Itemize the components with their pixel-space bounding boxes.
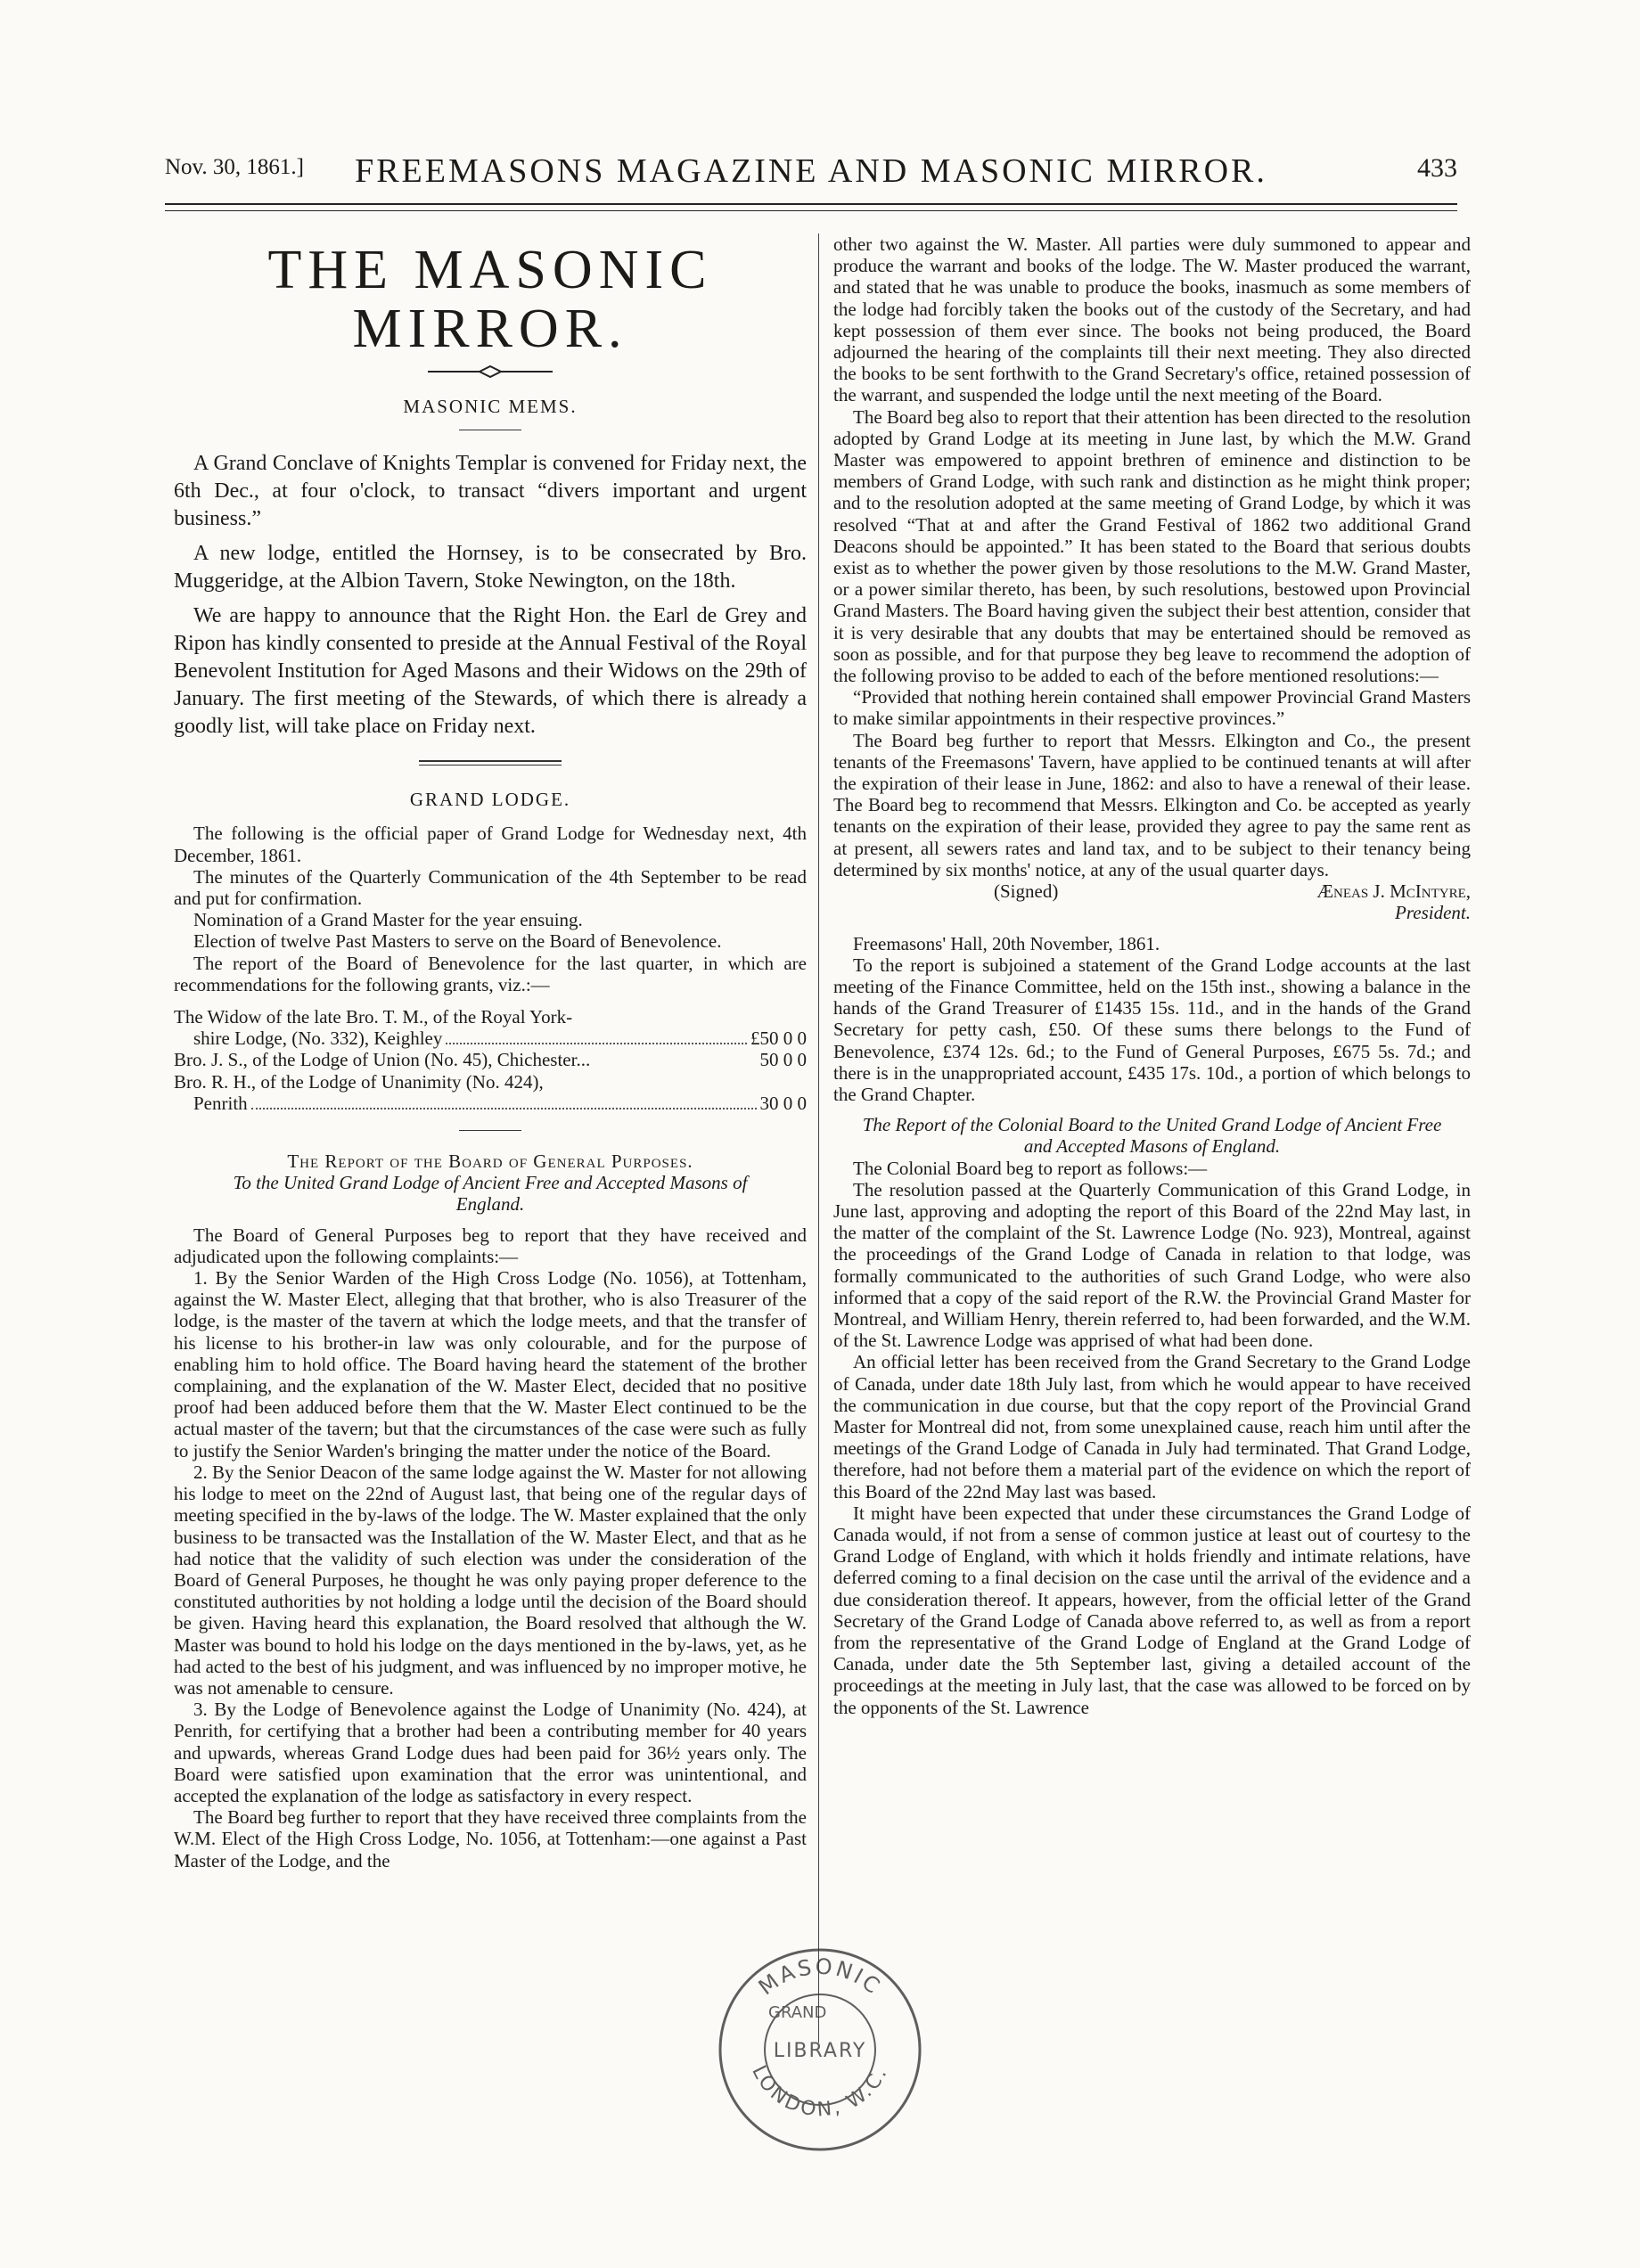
paragraph: 2. By the Senior Deacon of the same lodge against the W. Master for not allowing his lodge to meet on the 22nd of August last, that being one of the regular days of meeting specified in the by-laws of the lodge. The W. Master explained that the only business to be transacted was the Installation of the W. Master Elect, and that as he had notice that the validity of such election was under the consideration of the Board of General Purposes, he thought he was only paying proper deference to the constituted authorities by not holding a lodge until the decision of the Board should be given. Having heard this explanation, the Board resolved that although the W. Master was bound to hold his lodge on the days mentioned in the by-laws, yet, as he had acted to the best of his judgment, and was influenced by no improper motive, he was not amenable to censure. xyxy=(174,1461,807,1699)
signature-line xyxy=(994,880,1471,902)
report-subheading: To the United Grand Lodge of Ancient Free and Accepted Masons of England. xyxy=(233,1172,748,1216)
paragraph: other two against the W. Master. All parties were duly summoned to appear and produce the warrant and books of the lodge. The W. Master produced the warrant, and stated that he was unable to produce the books, inasmuch as some members of the lodge had forcibly taken the books out of the custody of the Secretary, and had kept possession of them ever since. The books not being produced, the Board adjourned the hearing of the complaints till their next meeting. They also directed the books to be sent forthwith to the Grand Secretary's office, retained possession of the warrant, and suspended the lodge until the next meeting of the Board. xyxy=(833,233,1471,406)
mems-list xyxy=(174,450,807,741)
right-column xyxy=(833,233,1471,1718)
running-header xyxy=(165,151,1457,191)
grant-line: Bro. R. H., of the Lodge of Unanimity (No. 424), xyxy=(174,1070,544,1093)
grand-lodge-heading: GRAND LODGE. xyxy=(409,789,571,811)
signer-name: Æneas J. McIntyre, xyxy=(1316,880,1471,903)
section-title: THE MASONIC MIRROR. xyxy=(267,240,713,359)
paragraph: The report of the Board of Benevolence for the last quarter, in which are recommendations for the following grants, viz.:— xyxy=(174,952,807,995)
stamp-left-text: GRAND xyxy=(768,2003,827,2022)
paragraph: Nomination of a Grand Master for the year ensuing. xyxy=(193,909,583,931)
paragraph: The following is the official paper of Grand Lodge for Wednesday next, 4th December, 1861. xyxy=(174,823,807,866)
paragraph: 1. By the Senior Warden of the High Cross Lodge (No. 1056), at Tottenham, against the W. Master Elect, alleging that that brother, who is also Treasurer of the lodge, is the master of the tavern at which the lodge meets, and that the transfer of his license to his brother-in law was only colourable, and for the purpose of enabling him to hold office. The Board having heard the statement of the brother complaining, and the explanation of the W. Master Elect, decided that no positive proof had been adduced before them that the W. Master Elect continued to be the actual master of the tavern; but that the circumstances of the case were such as fully to justify the Senior Warden's bringing the matter under the notice of the Board. xyxy=(174,1267,807,1462)
grant-recipient: Penrith xyxy=(193,1092,248,1114)
grants-list xyxy=(174,1006,807,1114)
stamp-top-text: MASONIC xyxy=(753,1953,887,2001)
paragraph: 3. By the Lodge of Benevolence against the Lodge of Unanimity (No. 424), at Penrith, for certifying that a brother had been a contributing member for 40 years and upwards, whereas Grand Lodge dues had been paid for 36½ years only. The Board were satisfied upon examination that the error was unintentional, and accepted the explanation of the lodge as satisfactory in every respect. xyxy=(174,1699,807,1806)
paragraph: The Colonial Board beg to report as follows:— xyxy=(853,1157,1208,1179)
header-rule-bottom xyxy=(165,210,1457,211)
grant-recipient: Bro. J. S., of the Lodge of Union (No. 45), Chichester... xyxy=(174,1049,591,1071)
grant-recipient: shire Lodge, (No. 332), Keighley xyxy=(193,1028,443,1050)
page-number: 433 xyxy=(1417,153,1457,183)
mem-item: A Grand Conclave of Knights Templar is convened for Friday next, the 6th Dec., at four o'clock, to transact “divers important and urgent business.” xyxy=(174,452,807,531)
column-divider xyxy=(818,233,819,2043)
left-column xyxy=(174,233,807,1871)
grant-item xyxy=(174,1049,807,1070)
header-rule-top xyxy=(165,203,1457,205)
dot-leader xyxy=(446,1043,747,1044)
grant-line: The Widow of the late Bro. T. M., of the Royal York- xyxy=(174,1006,573,1028)
signer-title: President. xyxy=(1395,902,1471,924)
grant-item xyxy=(174,1028,807,1049)
paragraph: Election of twelve Past Masters to serve on the Board of Benevolence. xyxy=(193,930,722,953)
paragraph: It might have been expected that under these circumstances the Grand Lodge of Canada would, if not from a sense of common justice at least out of courtesy to the Grand Lodge of England, with which it holds friendly and intimate relations, have deferred coming to a final decision on the case until the arrival of the evidence and a due consideration thereof. It appears, however, from the official letter of the Grand Secretary of the Grand Lodge of Canada above referred to, as well as from a report from the representative of the Grand Lodge of England at the Grand Lodge of Canada, under date the 5th September last, giving a detailed account of the proceedings at the meeting in July last, that the case was allowed to be forced on by the opponents of the St. Lawrence xyxy=(833,1502,1471,1718)
mems-heading: MASONIC MEMS. xyxy=(403,396,578,417)
stamp-bottom-text: LONDON, W.C. xyxy=(747,2062,893,2122)
signed-label: (Signed) xyxy=(994,880,1059,903)
grant-amount: 30 0 0 xyxy=(759,1092,807,1114)
grant-item xyxy=(174,1093,807,1114)
ornament-divider xyxy=(428,365,553,378)
paragraph: The resolution passed at the Quarterly Communication of this Grand Lodge, in June last, approving and adopting the report of this Board of the 22nd May last, in the matter of the complaint of the St. Lawrence Lodge (No. 923), Montreal, against the proceedings of the Grand Lodge of Canada in relation to that lodge, was formally communicated to the authorities of such Grand Lodge, who were also informed that a copy of the said report of the R.W. the Provincial Grand Master for Montreal, and William Henry, therein referred to, had been forwarded, and the W.M. of the St. Lawrence Lodge was apprised of what had been done. xyxy=(833,1178,1471,1352)
paragraph: The Board beg further to report that they have received three complaints from the W.M. Elect of the High Cross Lodge, No. 1056, at Tottenham:—one against a Past Master of the Lodge, and the xyxy=(174,1806,807,1871)
paragraph: To the report is subjoined a statement of the Grand Lodge accounts at the last meeting of the Finance Committee, held on the 15th inst., showing a balance in the hands of the Grand Treasurer of £1435 15s. 11d., and in the hands of the Grand Secretary for petty cash, £50. Of these sums there belongs to the Fund of Benevolence, £374 12s. 6d.; to the Fund of General Purposes, £675 5s. 7d.; and there is in the unappropriated account, £435 17s. 10d., a portion of which belongs to the Grand Chapter. xyxy=(833,954,1471,1105)
grant-amount: 50 0 0 xyxy=(759,1049,807,1071)
short-rule xyxy=(459,1130,521,1131)
grant-amount: £50 0 0 xyxy=(750,1028,807,1050)
dot-leader xyxy=(251,1108,757,1109)
paragraph: “Provided that nothing herein contained shall empower Provincial Grand Masters to make similar appointments in their respective provinces.” xyxy=(833,686,1471,730)
colonial-heading: The Report of the Colonial Board to the United Grand Lodge of Ancient Free and Accepted Masons of England. xyxy=(862,1114,1442,1158)
paragraph: The Board beg further to report that Messrs. Elkington and Co., the present tenants of the Freemasons' Tavern, have applied to be continued tenants at will after the expiration of their lease in June, 1862: and also to have a renewal of their lease. The Board beg to recommend that Messrs. Elkington and Co. be accepted as yearly tenants on the expiration of their lease, provided they agree to pay the same rent as at present, all sewers rates and land tax, and to be subject to their tenancy being determined by six months' notice, at any of the usual quarter days. xyxy=(833,729,1471,880)
paragraph: An official letter has been received from the Grand Secretary to the Grand Lodge of Canada, under date 18th July last, from which he would appear to have received the communication in due course, but that the copy report of the Provincial Grand Master for Montreal did not, from some unexplained cause, reach him until after the meetings of the Grand Lodge of Canada in July had terminated. That Grand Lodge, therefore, had not before them a material part of the evidence on which the report of this Board of the 22nd May last was based. xyxy=(833,1351,1471,1502)
date-line: Freemasons' Hall, 20th November, 1861. xyxy=(853,932,1160,954)
paragraph: The Board of General Purposes beg to report that they have received and adjudicated upon the following complaints:— xyxy=(174,1224,807,1267)
stamp-center-text: LIBRARY xyxy=(773,2040,867,2062)
mem-item: A new lodge, entitled the Hornsey, is to be consecrated by Bro. Muggeridge, at the Albion Tavern, Stoke Newington, on the 18th. xyxy=(174,542,807,594)
report-heading: The Report of the Board of General Purposes. xyxy=(287,1150,693,1173)
double-rule xyxy=(419,760,562,766)
issue-date: Nov. 30, 1861.] xyxy=(165,155,305,179)
mem-item: We are happy to announce that the Right Hon. the Earl de Grey and Ripon has kindly consented to preside at the Annual Festival of the Royal Benevolent Institution for Aged Masons and their Widows on the 29th of January. The first meeting of the Stewards, of which there is already a goodly list, will take place on Friday next. xyxy=(174,604,807,739)
library-stamp xyxy=(713,1943,927,2157)
magazine-title: FREEMASONS MAGAZINE AND MASONIC MIRROR. xyxy=(355,152,1267,190)
paragraph: The minutes of the Quarterly Communication of the 4th September to be read and put for confirmation. xyxy=(174,865,807,910)
paragraph: The Board beg also to report that their attention has been directed to the resolution adopted by Grand Lodge at its meeting in June last, by which the M.W. Grand Master was empowered to appoint brethren of eminence and distinction to be members of Grand Lodge, with such rank and distinction as he might think proper; and to the resolution adopted at the same meeting of Grand Lodge, by which it was resolved “That at and after the Grand Festival of 1862 two additional Grand Deacons should be appointed.” It has been stated to the Board that serious doubts exist as to whether the power given by those resolutions to the M.W. Grand Master, or a power similar thereto, has been, by such resolutions, bestowed upon Provincial Grand Masters. The Board having given the subject their best attention, consider that it is very desirable that any doubts that may be entertained should be removed as soon as possible, and for that purpose they beg leave to recommend the adoption of the following proviso to be added to each of the before mentioned resolutions:— xyxy=(833,405,1471,687)
